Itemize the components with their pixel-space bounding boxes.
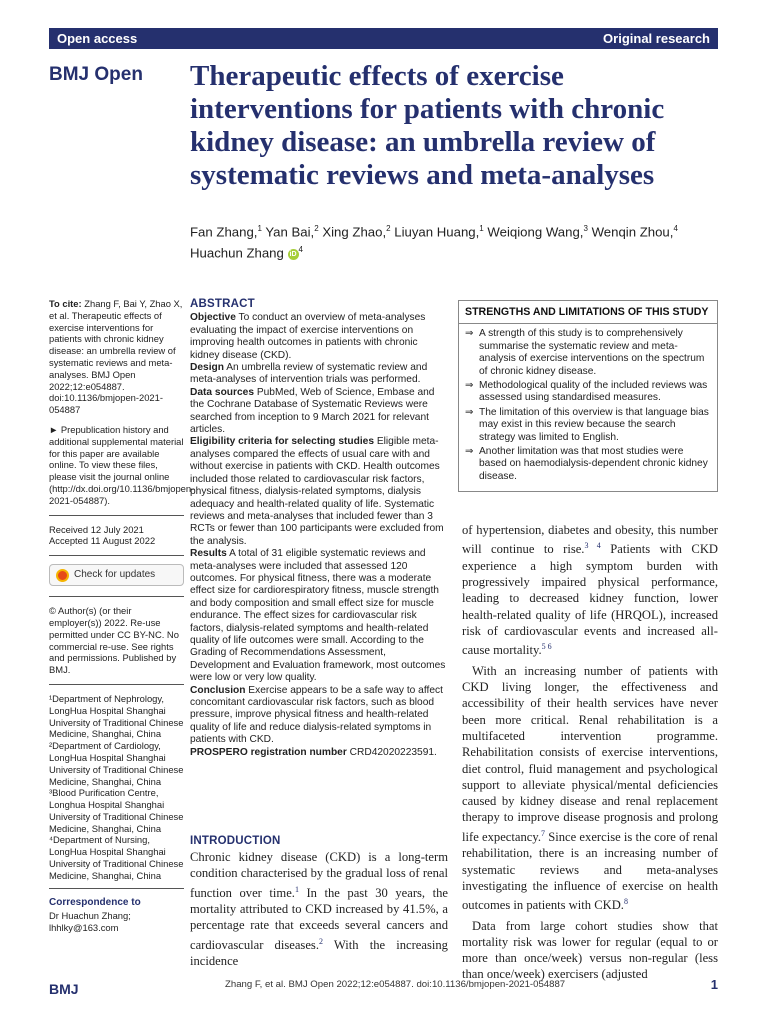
introduction-heading: INTRODUCTION xyxy=(190,835,281,847)
abstract-text: PubMed, Web of Science, Embase and the Cochrane Database of Systematic Reviews were searched from inception to 9 March 2021 for relevant articles. xyxy=(190,386,435,436)
paragraph-text: In the past 30 years, the mortality attributed to CKD increased by 41.5%, a percentage rate that exceeds several cancers and cardiovascular diseases. xyxy=(190,885,448,952)
list-item-text: Methodological quality of the included reviews was assessed using standardised measures. xyxy=(479,380,708,404)
article-type-label: Original research xyxy=(603,31,710,46)
strengths-heading: STRENGTHS AND LIMITATIONS OF THIS STUDY xyxy=(459,301,717,324)
citation-block xyxy=(49,298,184,416)
strengths-list xyxy=(459,324,717,491)
reference-link[interactable]: 5 6 xyxy=(541,642,552,652)
paragraph-text: Since exercise is the core of renal rehabilitation, there is an increasing number of systematic reviews and meta-analyses investigating the influence of exercise on health outcomes in patients with CKD. xyxy=(462,829,718,913)
abstract-label: Objective xyxy=(190,312,236,324)
journal-logo[interactable]: BMJ Open xyxy=(49,64,143,85)
open-access-label: Open access xyxy=(57,31,138,46)
sidebar-divider xyxy=(49,888,184,889)
accepted-date: Accepted 11 August 2022 xyxy=(49,535,156,547)
introduction-paragraph xyxy=(190,849,448,969)
abstract-design xyxy=(190,362,448,387)
abstract-eligibility xyxy=(190,436,448,548)
reference-link[interactable]: 2 xyxy=(318,936,323,946)
body-text-column xyxy=(462,522,718,987)
cite-text: Zhang F, Bai Y, Zhao X, et al. Therapeutic effects of exercise interventions for patients with chronic kidney disease: an umbrella review of systematic reviews and meta-analyses. BMJ Open 2022;12:e054887. doi:10.1136/bmjopen-2021-054887 xyxy=(49,298,183,416)
copyright-note: © Author(s) (or their employer(s)) 2022. Re-use permitted under CC BY-NC. No commercial re-use. See rights and permissions. Published by BMJ. xyxy=(49,605,179,676)
author[interactable]: Weiqiong Wang, xyxy=(483,224,584,240)
abstract-text: CRD42020223591. xyxy=(346,746,437,758)
correspondence-name: Dr Huachun Zhang; xyxy=(49,910,131,922)
author-affiliation: 1 xyxy=(257,224,262,233)
abstract-data-sources xyxy=(190,387,448,437)
author-affiliation: 3 xyxy=(583,224,588,233)
abstract-prospero xyxy=(190,747,448,759)
author[interactable]: Yan Bai, xyxy=(261,224,315,240)
check-for-updates-label: Check for updates xyxy=(74,569,156,581)
abstract-text: A total of 31 eligible systematic reviews and meta-analyses were included that assessed 120 outcomes. For physical fitness, there was a moderate effect size for cardiorespiratory fitness, muscle strength and body composition and small effect size for muscle endurance. The effect sizes for cardiovascular risk factors, dialysis-related symptoms and health-related quality of life outcomes were small. According to the Grading of Recommendations Assessment, Development and Evaluation framework, most outcomes were low or very low quality. xyxy=(190,548,446,684)
abstract-label: Data sources xyxy=(190,386,254,398)
paragraph-text: With an increasing number of patients with CKD living longer, the effectiveness and accessibility of their health services have never been more critical. Renal rehabilitation is a multifaceted intervention programme. Rehabilitation consists of exercise interventions, diet control, fluid management and psychological support to alleviate physical/mental deficiencies caused by kidney disease and renal replacement therapy to improve disease prognosis and prolong life expectancy. xyxy=(462,663,718,844)
arrow-icon: ⇒ xyxy=(465,446,474,458)
author-affiliation: 2 xyxy=(314,224,319,233)
list-item xyxy=(465,446,711,483)
author[interactable]: Xing Zhao, xyxy=(318,224,387,240)
sidebar-divider xyxy=(49,684,184,685)
arrow-icon: ⇒ xyxy=(465,328,474,340)
arrow-icon: ⇒ xyxy=(465,406,474,418)
list-item-text: Another limitation was that most studies were based on haemodialysis-dependent chronic kidney disease. xyxy=(479,446,708,482)
author[interactable]: Fan Zhang, xyxy=(190,224,258,240)
correspondence-email[interactable]: lhhlky@163.com xyxy=(49,922,119,934)
page-number: 1 xyxy=(710,977,718,992)
affiliation-item: ³Blood Purification Centre, Longhua Hospital Shanghai University of Traditional Chinese Medicine, Shanghai, China xyxy=(49,787,184,834)
abstract xyxy=(190,298,448,759)
paragraph-text: With the increasing incidence xyxy=(190,937,448,969)
article-title: Therapeutic effects of exercise interventions for patients with chronic kidney disease: an umbrella review of systematic reviews and meta-analyses xyxy=(190,60,665,191)
author-affiliation: 2 xyxy=(386,224,391,233)
affiliation-item: ⁴Department of Nursing, LongHua Hospital Shanghai University of Traditional Chinese Medicine, Shanghai, China xyxy=(49,834,184,881)
check-for-updates-button[interactable] xyxy=(49,564,184,586)
abstract-heading: ABSTRACT xyxy=(190,298,255,310)
introduction xyxy=(190,835,448,969)
body-paragraph xyxy=(462,522,718,659)
affiliations xyxy=(49,693,184,882)
affiliation-item: ¹Department of Nephrology, LongHua Hospital Shanghai University of Traditional Chinese Medicine, Shanghai, China xyxy=(49,692,184,740)
prepublication-note[interactable]: ► Prepublication history and additional supplemental material for this paper are available online. To view these files, please visit the journal online (http://dx.doi.org/10.1136/bmjopen-2021-054887). xyxy=(49,423,195,506)
abstract-text: An umbrella review of systematic review and meta-analyses of intervention trials was performed. xyxy=(190,362,428,386)
sidebar-divider xyxy=(49,596,184,597)
author-affiliation: 1 xyxy=(479,224,484,233)
cite-label: To cite: xyxy=(49,298,82,309)
received-date: Received 12 July 2021 xyxy=(49,523,144,535)
paragraph-text: Patients with CKD experience a high symptom burden with progressively impaired physical performance, leading to decreased kidney function, lower health-related quality of life (HRQOL), increased risk of cardiovascular events and increased all-cause mortality. xyxy=(462,542,719,658)
author-affiliation: 4 xyxy=(673,224,678,233)
list-item xyxy=(465,328,711,378)
article-sidebar xyxy=(49,298,195,934)
reference-link[interactable]: 3 4 xyxy=(584,541,601,551)
orcid-icon[interactable]: iD xyxy=(289,250,297,258)
sidebar-divider xyxy=(49,555,184,556)
page-footer xyxy=(49,975,718,999)
list-item-text: The limitation of this overview is that language bias may exist in this review because the search strategy was limited to English. xyxy=(479,406,709,443)
author[interactable]: Liuyan Huang, xyxy=(390,224,480,240)
abstract-conclusion xyxy=(190,685,448,747)
reference-link[interactable]: 8 xyxy=(623,897,628,907)
top-banner xyxy=(49,28,718,49)
reference-link[interactable]: 1 xyxy=(294,884,299,894)
strengths-limitations-box xyxy=(458,300,718,492)
paragraph-text: Chronic kidney disease (CKD) is a long-term condition characterised by the gradual loss of renal function over time. xyxy=(190,850,448,900)
abstract-text: To conduct an overview of meta-analyses evaluating the impact of exercise interventions on improving health outcomes in patients with chronic kidney disease (CKD). xyxy=(190,312,426,361)
abstract-label: Conclusion xyxy=(190,684,246,696)
abstract-text: Exercise appears to be a safe way to affect concomitant cardiovascular risk factors, such as blood pressure, improve physical fitness and health-related quality of life and reduce dialysis-related symptoms in patients with CKD. xyxy=(190,684,443,746)
correspondence-title: Correspondence to xyxy=(49,896,141,908)
abstract-label: PROSPERO registration number xyxy=(190,746,347,758)
body-paragraph xyxy=(462,663,718,914)
list-item-text: A strength of this study is to comprehensively summarise the systematic review and meta-analysis of exercise interventions on the spectrum of chronic kidney disease. xyxy=(479,328,705,377)
crossmark-icon xyxy=(56,569,69,582)
paragraph-text: of hypertension, diabetes and obesity, this number will continue to rise. xyxy=(462,523,718,557)
arrow-icon: ⇒ xyxy=(465,380,474,392)
author-affiliation: 4 xyxy=(298,245,303,255)
list-item xyxy=(465,380,711,405)
body-paragraph: Data from large cohort studies show that mortality risk was lower for regular (equal to or more than once/week) versus non-regular (less than once/week) exercisers (adjusted xyxy=(462,918,718,982)
author[interactable]: Huachun Zhang xyxy=(190,245,284,261)
abstract-text: Eligible meta-analyses compared the effects of usual care with and without exercise in patients with CKD. Health outcomes included those related to cardiovascular risk factors, physical fitness, dialysis-related symptoms, dialysis adequacy and health-related quality of life. Systematic reviews and meta-analyses that included fewer than 3 RCTs or fewer than 100 participants were excluded from the analysis. xyxy=(190,436,444,547)
abstract-label: Results xyxy=(190,548,227,560)
abstract-results xyxy=(190,548,448,684)
bmj-logo[interactable]: BMJ xyxy=(49,981,79,997)
sidebar-divider xyxy=(49,515,184,516)
list-item xyxy=(465,407,711,444)
author[interactable]: Wenqin Zhou, xyxy=(587,224,674,240)
abstract-label: Eligibility criteria for selecting studies xyxy=(190,436,374,448)
abstract-label: Design xyxy=(190,362,224,374)
affiliation-item: ²Department of Cardiology, LongHua Hospital Shanghai University of Traditional Chinese Medicine, Shanghai, China xyxy=(49,740,184,787)
reference-link[interactable]: 7 xyxy=(540,828,545,838)
author-list xyxy=(190,220,720,263)
footer-citation: Zhang F, et al. BMJ Open 2022;12:e054887. doi:10.1136/bmjopen-2021-054887 xyxy=(225,979,566,990)
abstract-objective xyxy=(190,312,448,362)
